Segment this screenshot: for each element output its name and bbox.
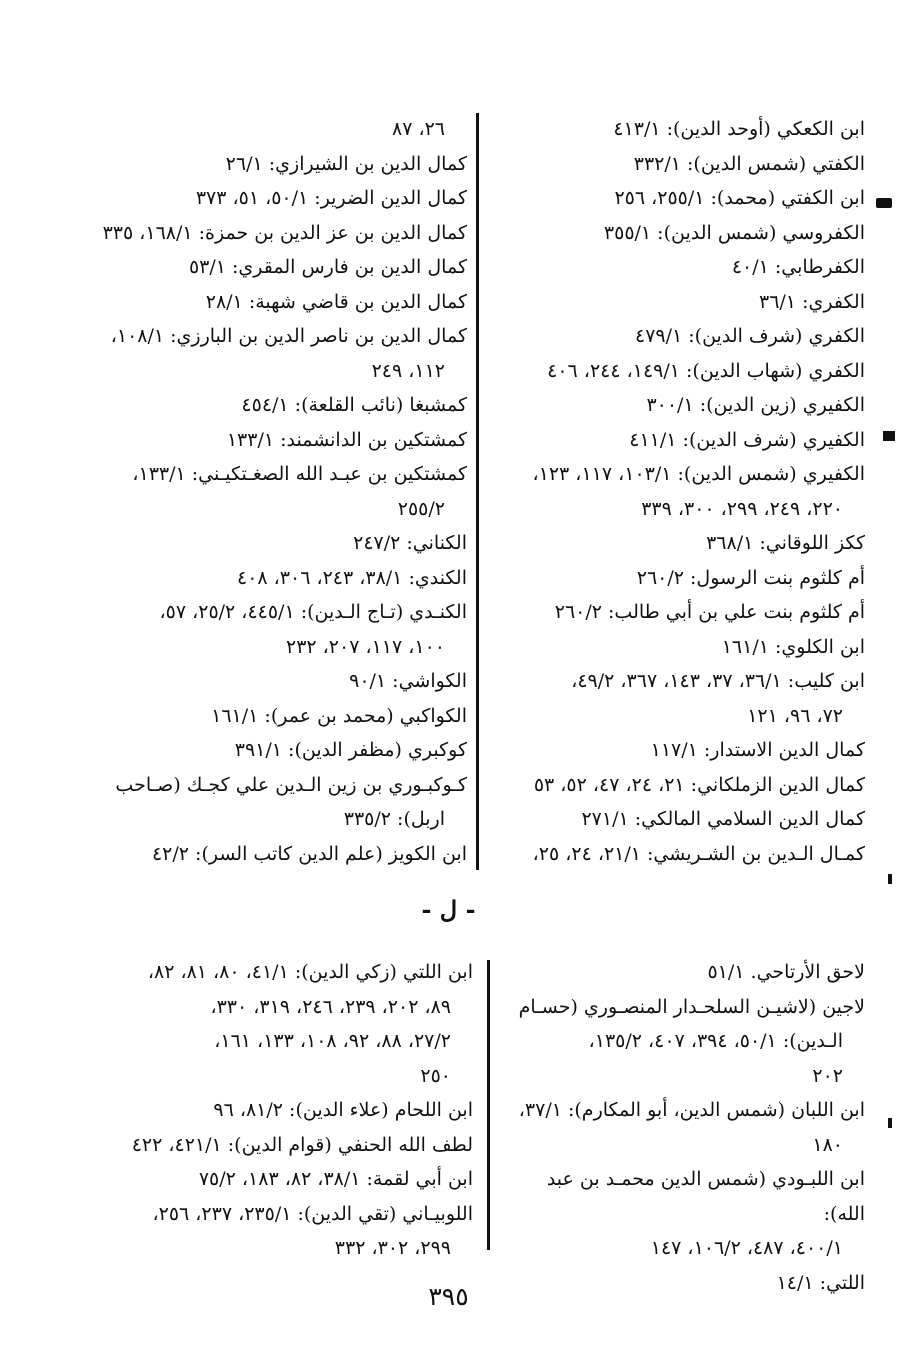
index-entry <box>100 216 467 251</box>
margin-mark <box>876 198 892 208</box>
index-entry <box>100 1197 473 1266</box>
entry-text: كمـال الـدين بن الشـريشي: ٢١/١، ٢٤، ٢٥، <box>532 842 865 865</box>
index-entry <box>100 733 467 768</box>
column-divider-top <box>476 113 479 870</box>
index-entry <box>100 388 467 423</box>
index-entry <box>500 955 865 990</box>
entry-text: ابن الكفتي (محمد): ٢٥٥/١، ٢٥٦ <box>614 187 865 209</box>
entry-text: الكفيري (شمس الدين): ١٠٣/١، ١١٧، ١٢٣، <box>532 463 865 485</box>
index-entry <box>100 955 473 1093</box>
entry-text: الكواشي: ٩٠/١ <box>349 670 467 692</box>
index-entry <box>490 285 865 320</box>
entry-text: كمال الدين بن ناصر الدين بن البارزي: ١٠٨/١، <box>110 325 467 347</box>
entry-text: الكفرطابي: ٤٠/١ <box>731 256 865 278</box>
index-entry <box>490 250 865 285</box>
entry-text: لطف الله الحنفي (قوام الدين): ٤٢١/١، ٤٢٢ <box>131 1133 473 1156</box>
index-entry <box>100 699 467 734</box>
index-entry <box>490 595 865 630</box>
index-entry <box>490 630 865 665</box>
index-entry <box>490 216 865 251</box>
entry-text: الكفري (شهاب الدين): ١٤٩/١، ٢٤٤، ٤٠٦ <box>547 359 865 382</box>
entry-continuation: ٢٩٩، ٣٠٢، ٣٣٢ <box>334 1237 451 1259</box>
index-entry <box>100 285 467 320</box>
index-entry <box>490 802 865 837</box>
index-entry <box>500 990 865 1094</box>
entry-text: أم كلثوم بنت الرسول: ٢٦٠/٢ <box>636 566 865 589</box>
entry-text: كمال الدين بن قاضي شهبة: ٢٨/١ <box>205 290 467 313</box>
entry-continuation: ٢٥٠ <box>420 1064 451 1087</box>
index-entry <box>100 595 467 664</box>
index-entry <box>100 561 467 596</box>
entry-text: كمشبغا (نائب القلعة): ٤٥٤/١ <box>241 394 467 416</box>
index-column-bottom-left <box>100 955 473 1266</box>
column-divider-bottom <box>487 960 490 1250</box>
index-entry <box>490 664 865 733</box>
index-entry <box>100 1162 473 1197</box>
entry-text: ابن اللبـودي (شمس الدين محمـد بن عبد الله): <box>546 1168 865 1225</box>
index-entry <box>490 526 865 561</box>
index-entry <box>100 526 467 561</box>
index-entry <box>100 147 467 182</box>
entry-text: كمال الدين بن عز الدين بن حمزة: ١٦٨/١، ٣٣٥ <box>102 221 467 244</box>
index-entry <box>490 423 865 458</box>
entry-continuation: ٨٩، ٢٠٢، ٢٣٩، ٢٤٦، ٣١٩، ٣٣٠، <box>210 995 451 1018</box>
entry-continuation: ٢٠٢ <box>812 1064 843 1087</box>
entry-text: اللتي: ١٤/١ <box>776 1271 865 1294</box>
index-column-bottom-right <box>500 955 865 1300</box>
index-entry <box>490 388 865 423</box>
index-entry <box>490 768 865 803</box>
index-entry <box>490 319 865 354</box>
entry-text: كمشتكين بن عبـد الله الصغـتكيـني: ١٣٣/١، <box>132 463 467 485</box>
entry-text: أم كلثوم بنت علي بن أبي طالب: ٢٦٠/٢ <box>554 601 865 623</box>
index-entry <box>100 768 467 837</box>
index-entry <box>100 423 467 458</box>
entry-continuation: ٧٢، ٩٦، ١٢١ <box>747 704 843 727</box>
entry-text: كمال الدين الزملكاني: ٢١، ٢٤، ٤٧، ٥٢، ٥٣ <box>533 773 865 796</box>
entry-continuation: ٢٧/٢، ٨٨، ٩٢، ١٠٨، ١٣٣، ١٦١، <box>214 1030 451 1052</box>
entry-text: الكناني: ٢٤٧/٢ <box>353 532 467 554</box>
entry-text: ابن الكلوي: ١٦١/١ <box>721 635 865 658</box>
entry-text: كمال الدين بن فارس المقري: ٥٣/١ <box>188 256 467 278</box>
entry-text: كمشتكين بن الدانشمند: ١٣٣/١ <box>226 428 467 451</box>
entry-text: الكنـدي (تـاج الـدين): ٤٤٥/١، ٢٥/٢، ٥٧، <box>159 601 467 623</box>
index-entry <box>100 112 467 147</box>
entry-text: كوكبري (مظفر الدين): ٣٩١/١ <box>234 739 467 761</box>
entry-text: لاجين (لاشيـن السلحـدار المنصـوري (حسـام <box>518 995 865 1018</box>
index-entry <box>100 319 467 388</box>
index-column-top-left <box>100 112 467 871</box>
entry-text: اللوبيـاني (تقي الدين): ٢٣٥/١، ٢٣٧، ٢٥٦، <box>152 1202 473 1225</box>
entry-text: كمال الدين الاستدار: ١١٧/١ <box>650 739 865 761</box>
index-entry <box>100 250 467 285</box>
index-entry <box>100 181 467 216</box>
entry-text: كـوكبـوري بن زين الـدين علي كجـك (صـاحب <box>115 773 467 796</box>
entry-text: كمال الدين الضرير: ٥٠/١، ٥١، ٣٧٣ <box>195 187 467 209</box>
margin-mark <box>883 431 895 441</box>
entry-continuation: ٢٢٠، ٢٤٩، ٢٩٩، ٣٠٠، ٣٣٩ <box>641 497 843 520</box>
entry-continuation: ٤٠٠/١، ٤٨٧، ١٠٦/٢، ١٤٧ <box>650 1237 843 1259</box>
entry-continuation: ٢٥٥/٢ <box>397 497 445 520</box>
entry-text: الكواكبي (محمد بن عمر): ١٦١/١ <box>211 704 467 727</box>
entry-text: ابن اللتي (زكي الدين): ٤١/١، ٨٠، ٨١، ٨٢، <box>147 961 473 983</box>
entry-text: ابن اللحام (علاء الدين): ٨١/٢، ٩٦ <box>213 1099 473 1121</box>
index-entry <box>100 1128 473 1163</box>
index-entry <box>490 561 865 596</box>
entry-text: لاحق الأرتاحي. ٥١/١ <box>707 961 865 983</box>
entry-continuation: ١٠٠، ١١٧، ٢٠٧، ٢٣٢ <box>285 635 445 658</box>
entry-text: ابن اللبان (شمس الدين، أبو المكارم): ٣٧/١، <box>518 1099 865 1121</box>
entry-text: الكندي: ٣٨/١، ٢٤٣، ٣٠٦، ٤٠٨ <box>236 566 467 589</box>
index-entry <box>100 1093 473 1128</box>
entry-text: ككز اللوقاني: ٣٦٨/١ <box>706 532 865 554</box>
index-entry <box>100 664 467 699</box>
entry-text: الكفيري (شرف الدين): ٤١١/١ <box>629 428 865 451</box>
index-entry <box>490 733 865 768</box>
entry-text: كمال الدين السلامي المالكي: ٢٧١/١ <box>581 808 865 830</box>
entry-text: ابن أبي لقمة: ٣٨/١، ٨٢، ١٨٣، ٧٥/٢ <box>198 1168 473 1190</box>
entry-text: الكفروسي (شمس الدين): ٣٥٥/١ <box>603 221 865 244</box>
index-entry <box>490 457 865 526</box>
index-entry <box>500 1162 865 1266</box>
index-entry <box>490 354 865 389</box>
index-entry <box>100 837 467 872</box>
entry-text: الكفري (شرف الدين): ٤٧٩/١ <box>635 325 865 347</box>
entry-text: ابن الكويز (علم الدين كاتب السر): ٤٢/٢ <box>151 842 467 865</box>
entry-text: الكفيري (زين الدين): ٣٠٠/١ <box>646 394 865 416</box>
entry-continuation: ١١٢، ٢٤٩ <box>371 359 445 382</box>
page-number: ٣٩٥ <box>428 1282 469 1311</box>
index-entry <box>490 147 865 182</box>
entry-text: كمال الدين بن الشيرازي: ٢٦/١ <box>225 152 467 175</box>
entry-text: ابن الكعكي (أوحد الدين): ٤١٣/١ <box>613 118 865 140</box>
index-entry <box>100 457 467 526</box>
margin-mark <box>888 1118 892 1128</box>
entry-continuation: اربل): ٣٣٥/٢ <box>343 808 445 830</box>
entry-text: الكفتي (شمس الدين): ٣٣٢/١ <box>633 152 865 175</box>
index-entry <box>490 837 865 872</box>
entry-continuation: ١٨٠ <box>812 1133 843 1156</box>
entry-text: ابن كليب: ٣٦/١، ٣٧، ١٤٣، ٣٦٧، ٤٩/٢، <box>571 670 865 692</box>
index-entry <box>500 1093 865 1162</box>
index-entry <box>490 112 865 147</box>
entry-continuation: الـدين): ٥٠/١، ٣٩٤، ٤٠٧، ١٣٥/٢، <box>588 1030 843 1052</box>
entry-text: الكفري: ٣٦/١ <box>759 290 865 313</box>
section-heading: - ل - <box>421 895 476 924</box>
index-entry <box>490 181 865 216</box>
index-column-top-right <box>490 112 865 871</box>
margin-mark <box>888 874 892 884</box>
entry-text: ٢٦، ٨٧ <box>391 118 445 140</box>
